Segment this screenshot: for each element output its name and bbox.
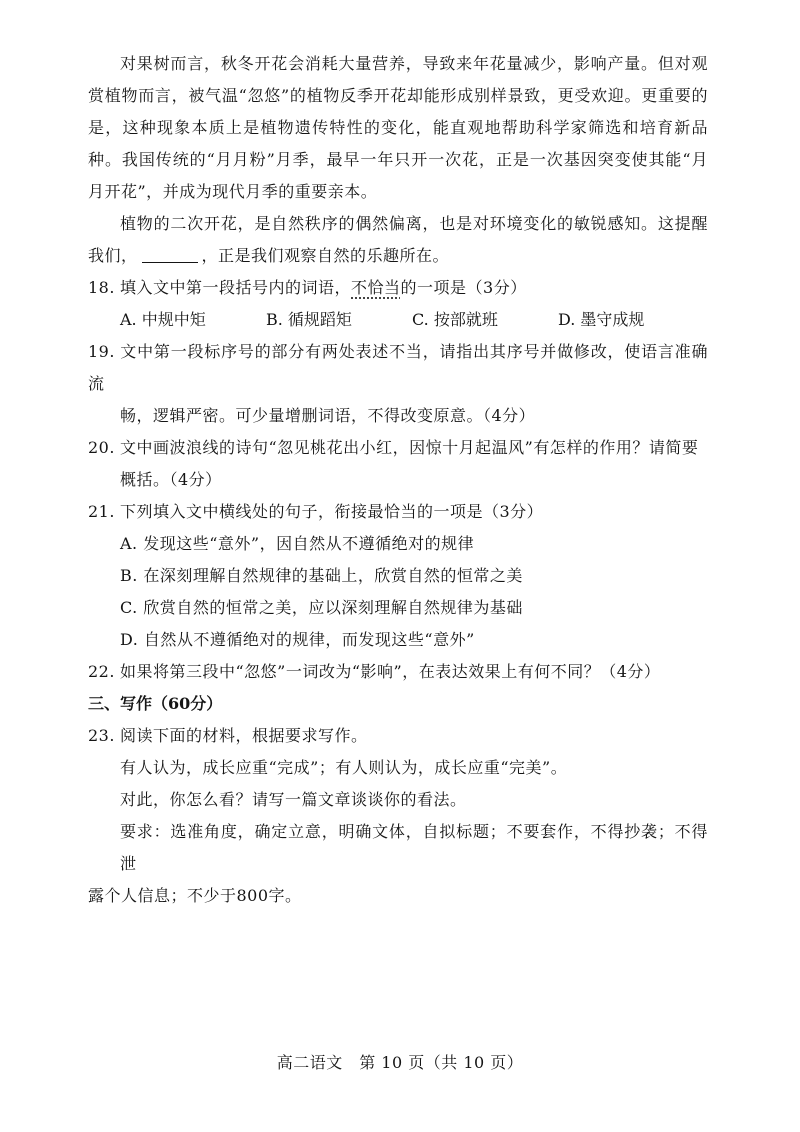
question-18 bbox=[88, 272, 708, 304]
question-text: 如果将第三段中“忽悠”一词改为“影响”，在表达效果上有何不同？（4分） bbox=[120, 662, 661, 681]
option-b: B. 循规蹈矩 bbox=[266, 310, 352, 329]
passage-line: 植物的二次开花，是自然秩序的偶然偏离，也是对环境变化的敏锐感知。这提醒我 bbox=[88, 214, 708, 265]
option-c: C. 欣赏自然的恒常之美，应以深刻理解自然规律为基础 bbox=[120, 598, 523, 617]
writing-prompt: 对此，你怎么看？请写一篇文章谈谈你的看法。 bbox=[120, 790, 467, 809]
passage-line: 传统的“月月粉”月季，最早一年只开一次花，正是一次基因突变使其能“月月开花”， bbox=[88, 150, 708, 201]
question-23 bbox=[88, 720, 708, 752]
question-number: 23. bbox=[88, 726, 115, 745]
writing-requirements-continued: 露个人信息；不少于800字。 bbox=[88, 886, 302, 905]
emphasized-word: 不恰当 bbox=[351, 278, 401, 297]
question-text: 的一项是（3分） bbox=[400, 278, 527, 297]
question-22 bbox=[88, 656, 708, 688]
question-number: 20. bbox=[88, 438, 115, 457]
question-text: 填入文中第一段括号内的词语， bbox=[120, 278, 352, 297]
option-a: A. 中规中矩 bbox=[120, 310, 206, 329]
question-text: 文中画波浪线的诗句“忽见桃花出小红，因惊十月起温风”有怎样的作用？请简要 bbox=[120, 438, 699, 457]
question-number: 19. bbox=[88, 342, 115, 361]
question-number: 22. bbox=[88, 662, 115, 681]
passage-line: 们， bbox=[104, 246, 138, 265]
option-a: A. 发现这些“意外”，因自然从不遵循绝对的规律 bbox=[120, 534, 475, 553]
option-d: D. 自然从不遵循绝对的规律，而发现这些“意外” bbox=[120, 630, 475, 649]
passage-line: 并成为现代月季的重要亲本。 bbox=[162, 182, 378, 201]
section-title-writing: 三、写作（60分） bbox=[88, 694, 223, 713]
passage-line: 植物而言，被气温“忽悠”的植物反季开花却能形成别样景致，更受欢迎。更重要的是， bbox=[88, 86, 708, 137]
question-number: 21. bbox=[88, 502, 115, 521]
question-text-continued: 概括。（4分） bbox=[120, 470, 222, 489]
question-21 bbox=[88, 496, 708, 528]
question-20 bbox=[88, 432, 708, 496]
passage-line: ，正是我们观察自然的乐趣所在。 bbox=[201, 246, 450, 265]
question-text: 阅读下面的材料，根据要求写作。 bbox=[120, 726, 368, 745]
writing-requirements: 要求：选准角度，确定立意，明确文体，自拟标题；不要套作，不得抄袭；不得泄 bbox=[120, 822, 708, 873]
question-number: 18. bbox=[88, 278, 115, 297]
page-content bbox=[88, 48, 708, 912]
option-b: B. 在深刻理解自然规律的基础上，欣赏自然的恒常之美 bbox=[120, 566, 523, 585]
passage-line: 这种现象本质上是植物遗传特性的变化，能直观地帮助科学家筛选和培育新品种。我国 bbox=[88, 118, 708, 169]
question-text-continued: 畅，逻辑严密。可少量增删词语，不得改变原意。（4分） bbox=[120, 406, 536, 425]
option-c: C. 按部就班 bbox=[412, 310, 498, 329]
option-d: D. 墨守成规 bbox=[558, 310, 645, 329]
page-footer: 高二语文 第 10 页（共 10 页） bbox=[276, 1053, 524, 1072]
passage-line: 对果树而言，秋冬开花会消耗大量营养，导致来年花量减少，影响产量。但对观赏 bbox=[88, 54, 708, 105]
passage-paragraph-1 bbox=[88, 48, 708, 208]
fill-blank bbox=[142, 244, 198, 263]
passage-paragraph-2 bbox=[88, 208, 708, 272]
question-text: 下列填入文中横线处的句子，衔接最恰当的一项是（3分） bbox=[120, 502, 544, 521]
writing-material: 有人认为，成长应重“完成”；有人则认为，成长应重“完美”。 bbox=[120, 758, 568, 777]
question-text: 文中第一段标序号的部分有两处表述不当，请指出其序号并做修改，使语言准确流 bbox=[88, 342, 708, 393]
question-18-options bbox=[88, 304, 708, 336]
question-19 bbox=[88, 336, 708, 432]
